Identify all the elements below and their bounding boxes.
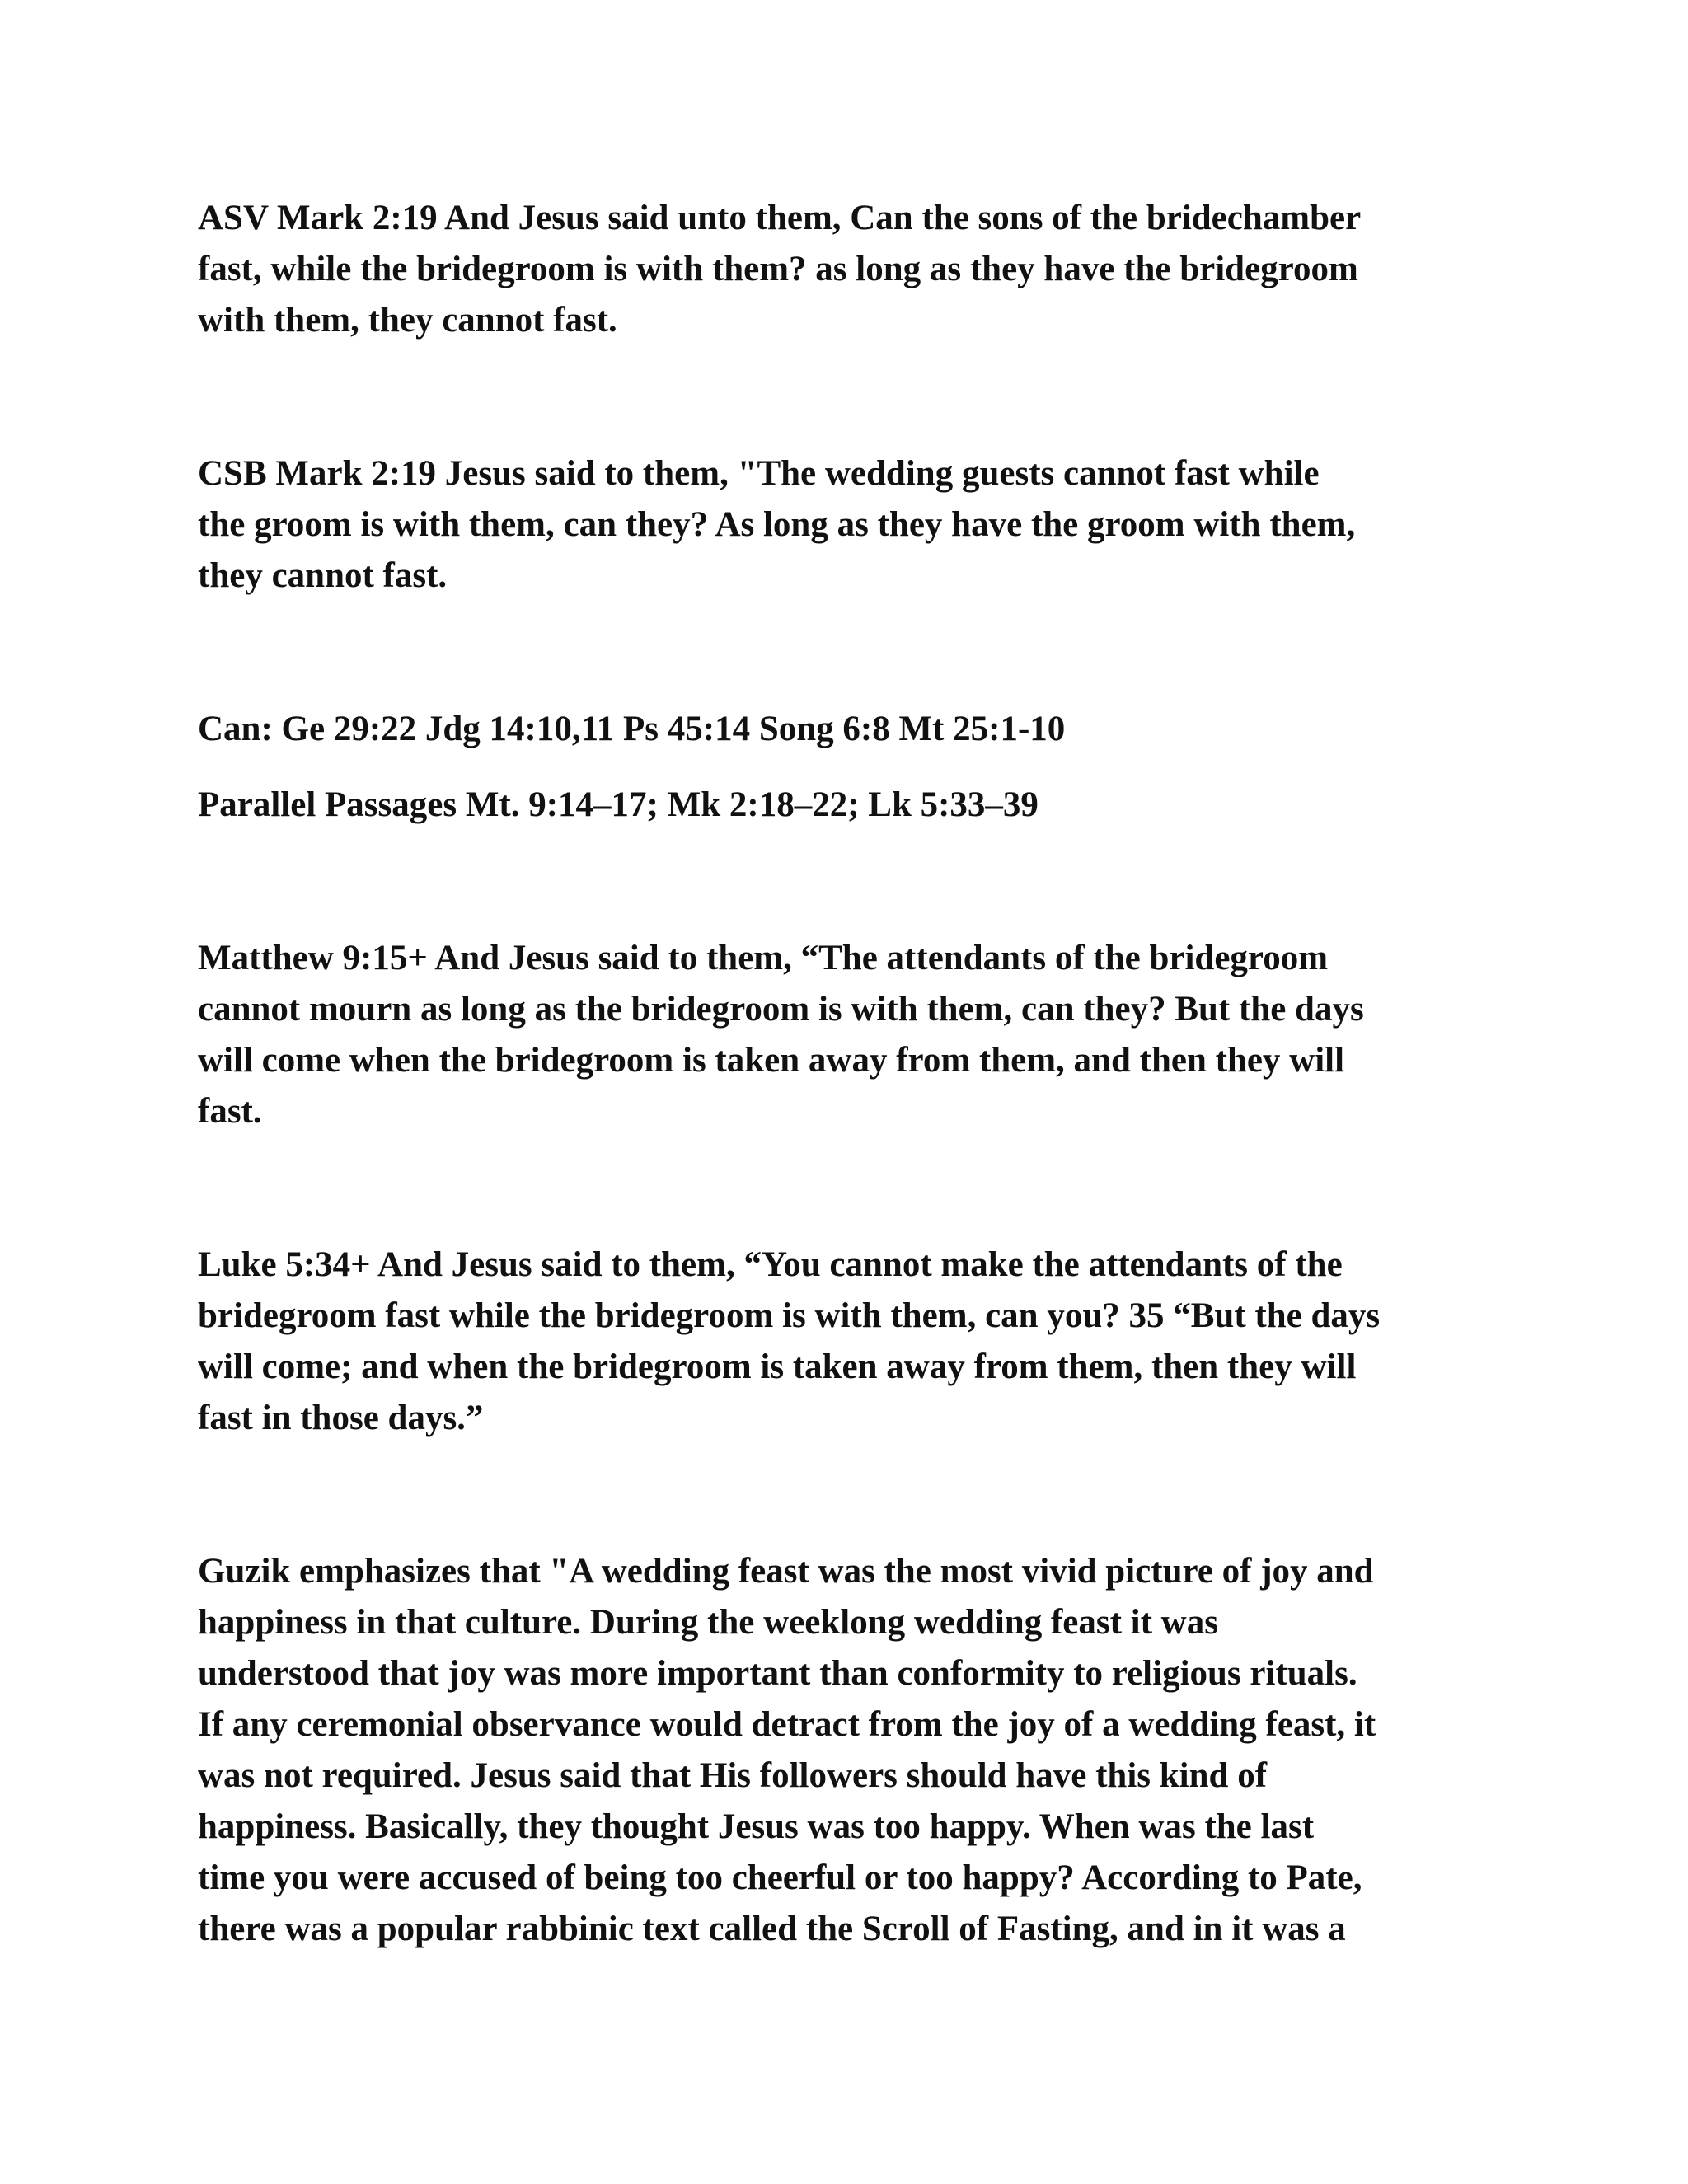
text-line: fast in those days.” <box>198 1399 484 1437</box>
paragraph-spacer <box>198 1137 1500 1240</box>
text-line: there was a popular rabbinic text called the Scroll of Fasting, and in it was a <box>198 1910 1346 1948</box>
text-line: cannot mourn as long as the bridegroom is with them, can they? But the days <box>198 990 1364 1029</box>
text-line: was not required. Jesus said that His followers should have this kind of <box>198 1756 1268 1795</box>
text-line: happiness in that culture. During the weeklong wedding feast it was <box>198 1603 1218 1642</box>
text-line: Can: Ge 29:22 Jdg 14:10,11 Ps 45:14 Song 6:8 Mt 25:1-10 <box>198 710 1066 748</box>
text-line: bridegroom fast while the bridegroom is with them, can you? 35 “But the days <box>198 1296 1381 1335</box>
csb-verse-paragraph <box>198 448 1500 602</box>
paragraph-spacer <box>198 831 1500 933</box>
text-line: If any ceremonial observance would detract from the joy of a wedding feast, it <box>198 1705 1376 1744</box>
text-line: with them, they cannot fast. <box>198 301 617 340</box>
text-line: will come; and when the bridegroom is taken away from them, then they will <box>198 1347 1357 1386</box>
text-line: fast. <box>198 1092 262 1131</box>
parallel-passages-paragraph <box>198 780 1500 831</box>
luke-verse-paragraph <box>198 1240 1500 1444</box>
text-line: Luke 5:34+ And Jesus said to them, “You cannot make the attendants of the <box>198 1245 1343 1284</box>
paragraph-spacer <box>198 346 1500 448</box>
text-line: Guzik emphasizes that "A wedding feast was the most vivid picture of joy and <box>198 1552 1374 1591</box>
text-line: will come when the bridegroom is taken away from them, and then they will <box>198 1041 1345 1080</box>
document-body <box>198 193 1500 1955</box>
paragraph-spacer <box>198 755 1500 780</box>
text-line: fast, while the bridegroom is with them? as long as they have the bridegroom <box>198 250 1358 288</box>
asv-verse-paragraph <box>198 193 1500 346</box>
paragraph-spacer <box>198 602 1500 704</box>
text-line: they cannot fast. <box>198 556 448 595</box>
text-line: CSB Mark 2:19 Jesus said to them, "The wedding guests cannot fast while <box>198 454 1320 493</box>
cross-references-paragraph <box>198 704 1500 755</box>
text-line: Matthew 9:15+ And Jesus said to them, “The attendants of the bridegroom <box>198 939 1329 977</box>
text-line: understood that joy was more important than conformity to religious rituals. <box>198 1654 1357 1693</box>
text-line: ASV Mark 2:19 And Jesus said unto them, Can the sons of the bridechamber <box>198 199 1362 237</box>
paragraph-spacer <box>198 1444 1500 1546</box>
text-line: Parallel Passages Mt. 9:14–17; Mk 2:18–22; Lk 5:33–39 <box>198 785 1039 824</box>
text-line: happiness. Basically, they thought Jesus was too happy. When was the last <box>198 1807 1315 1846</box>
text-line: the groom is with them, can they? As long as they have the groom with them, <box>198 505 1356 544</box>
text-line: time you were accused of being too cheerful or too happy? According to Pate, <box>198 1858 1362 1897</box>
guzik-commentary-paragraph <box>198 1546 1500 1955</box>
matthew-verse-paragraph <box>198 933 1500 1137</box>
